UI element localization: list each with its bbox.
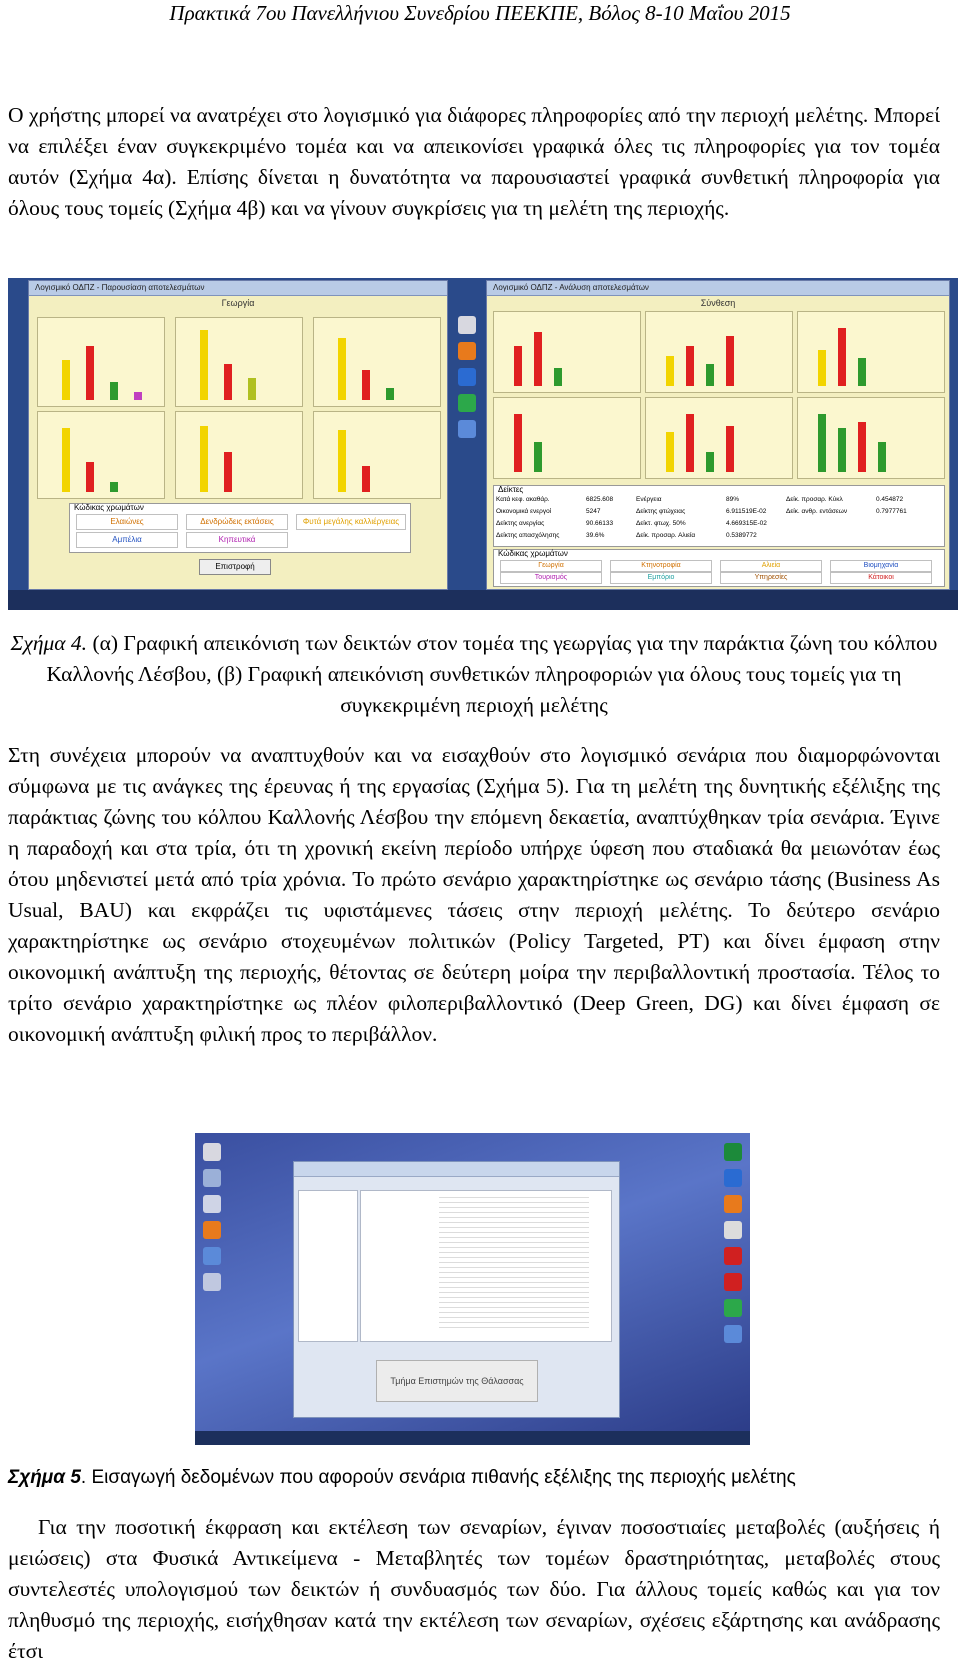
indicator-label: Κατά κεφ. ακαθάρ. xyxy=(496,496,550,503)
paragraph-1: Ο χρήστης μπορεί να ανατρέχει στο λογισμικό για διάφορες πληροφορίες από την περιοχή μελέτης. Μπορεί να επιλέξει έναν συγκεκριμένο τομέα και να απεικονίσει γραφικά όλες τις πληροφορίες για τον τομέα αυτόν (Σχήμα 4α). Επίσης δίνεται η δυνατότητα να παρουσιαστεί γραφικά συνθετική πληροφορία για όλους τους τομείς (Σχήμα 4β) και να γίνουν συγκρίσεις για τη μελέτη της περιοχής. xyxy=(8,103,940,220)
chart-panel xyxy=(645,311,793,393)
indicator-label: Δείκτ. φτωχ. 50% xyxy=(636,520,686,527)
desktop-icon xyxy=(458,420,476,438)
indicator-value: 6825.608 xyxy=(586,496,614,503)
window-footer-label: Τμήμα Επιστημών της Θάλασσας xyxy=(376,1360,538,1402)
indicator-label: Δείκτης φτώχειας xyxy=(636,508,686,515)
window-title: Λογισμικό ΟΔΠΖ - Παρουσίαση αποτελεσμάτων xyxy=(29,281,447,296)
chart-panel xyxy=(313,411,441,499)
code-agriculture: Γεωργία xyxy=(500,560,602,572)
code-crops: Φυτά μεγάλης καλλιέργειας xyxy=(296,514,406,530)
chart-panel xyxy=(175,317,303,407)
indicators-table xyxy=(493,485,945,547)
color-codes-title: Κώδικας χρωμάτων xyxy=(74,503,144,512)
chart-panel xyxy=(37,411,165,499)
code-trees: Δενδρώδεις εκτάσεις xyxy=(186,514,288,530)
color-codes-title: Κώδικας χρωμάτων xyxy=(498,549,568,558)
indicator-value: 5247 xyxy=(586,508,601,515)
color-codes-box xyxy=(69,503,411,553)
figure-4-caption xyxy=(8,628,940,721)
window-title: Λογισμικό ΟΔΠΖ - Ανάλυση αποτελεσμάτων xyxy=(487,281,949,296)
paragraph-3: Για την ποσοτική έκφραση και εκτέλεση των σεναρίων, έγιναν ποσοστιαίες μεταβολές (αυξήσεις ή μειώσεις) στα Φυσικά Αντικείμενα - Μεταβλητές των τομέων δραστηριότητας, μεταβολές στους συντελεστές υπολογισμού των δεικτών ή συνδυασμός των δύο. Για άλλους τομείς καθώς και για τον πληθυσμό της περιοχής, εισήχθησαν κατά την εκτέλεση των σεναρίων, σχέσεις εξάρτησης και ανάδρασης έτσι xyxy=(8,1515,940,1663)
code-industry: Βιομηχανία xyxy=(830,560,932,572)
desktop-icon xyxy=(458,316,476,334)
indicator-label: Δείκ. ανθρ. εντάσεων xyxy=(786,508,848,515)
desktop-icons xyxy=(452,308,482,446)
indicator-row xyxy=(496,496,942,508)
code-services: Υπηρεσίες xyxy=(720,572,822,584)
figure-4-label: Σχήμα 4. xyxy=(10,631,88,655)
folder-tree xyxy=(298,1190,358,1342)
chart-panel xyxy=(493,397,641,479)
desktop-icon xyxy=(458,368,476,386)
indicator-row xyxy=(496,532,942,544)
indicator-value: 6.911519E-02 xyxy=(726,508,767,515)
taskbar xyxy=(8,590,958,610)
indicators-title: Δείκτες xyxy=(498,485,524,494)
chart-panel xyxy=(313,317,441,407)
indicator-value: 89% xyxy=(726,496,740,503)
chart-panel xyxy=(37,317,165,407)
chart-panel xyxy=(797,397,945,479)
chart-panel xyxy=(493,311,641,393)
paragraph-2: Στη συνέχεια μπορούν να αναπτυχθούν και να εισαχθούν στο λογισμικό σενάρια που διαμορφώνονται σύμφωνα με τις ανάγκες της έρευνας ή της εργασίας (Σχήμα 5). Για τη μελέτη της δυνητικής εξέλιξης της παράκτιας ζώνης του κόλπου Καλλονής Λέσβου την επόμενη δεκαετία, αναπτύχθηκαν τρία σενάρια. Έγινε η παραδοχή και στα τρία, ότι τη χρονική εκείνη περίοδο υπήρχε ύφεση που σταδιακά θα μειωνόταν έως ότου μηδενιστεί μετά από τρία χρόνια. Το πρώτο σενάριο χαρακτηρίστηκε ως σενάριο τάσης (Business As Usual, BAU) και εκφράζει τις υφιστάμενες τάσεις στην περιοχή μελέτης. Το δεύτερο σενάριο χαρακτηρίστηκε ως σενάριο στοχευμένων πολιτικών (Policy Targeted, PT) και δίνει έμφαση στην οικονομική ανάπτυξη της περιοχής, θέτοντας σε δεύτερη μοίρα την περιβαλλοντική προστασία. Τέλος το τρίτο σενάριο χαρακτηρίστηκε ως πλέον φιλοπεριβαλλοντικό (Deep Green, DG) και δίνει έμφαση σε οικονομική ανάπτυξη φιλική προς το περιβάλλον. xyxy=(8,743,940,1046)
indicator-value: 0.454872 xyxy=(876,496,904,503)
code-livestock: Κτηνοτροφία xyxy=(610,560,712,572)
indicator-label: Δείκτης απασχόλησης xyxy=(496,532,560,539)
indicator-label: Δείκ. προσαρ. Αλιεία xyxy=(636,532,696,539)
code-olives: Ελαιώνες xyxy=(76,514,178,530)
indicator-label: Οικονομικά ενεργοί xyxy=(496,508,552,515)
indicator-label: Δείκ. προσαρ. Κύκλ xyxy=(786,496,843,503)
indicator-value: 0.7977761 xyxy=(876,508,907,515)
firefox-icon xyxy=(458,342,476,360)
file-list xyxy=(360,1190,612,1342)
code-vineyards: Αμπέλια xyxy=(76,532,178,548)
indicator-value: 0.5389772 xyxy=(726,532,757,539)
chart-panel xyxy=(797,311,945,393)
return-button[interactable]: Επιστροφή xyxy=(199,559,271,575)
figure-4-caption-text: (α) Γραφική απεικόνιση των δεικτών στον τομέα της γεωργίας για την παράκτια ζώνη του κόλπου Καλλονής Λέσβου, (β) Γραφική απεικόνιση συνθετικών πληροφοριών για όλους τους τομείς για τη συγκεκριμένη περιοχή μελέτης xyxy=(46,631,938,717)
taskbar xyxy=(195,1431,750,1445)
color-codes-box xyxy=(493,549,945,587)
code-vegetables: Κηπευτικά xyxy=(186,532,288,548)
chart-panel xyxy=(645,397,793,479)
file-dialog-window xyxy=(293,1161,620,1418)
figure-5-caption xyxy=(8,1462,948,1493)
page-header: Πρακτικά 7ου Πανελλήνιου Συνεδρίου ΠΕΕΚΠΕ, Βόλος 8-10 Μαΐου 2015 xyxy=(169,1,791,25)
code-residents: Κάτοικοι xyxy=(830,572,932,584)
desktop-icons-left xyxy=(199,1135,225,1299)
chart-panel xyxy=(175,411,303,499)
indicator-value: 39.6% xyxy=(586,532,605,539)
indicator-value: 90.66133 xyxy=(586,520,614,527)
window-heading: Γεωργία xyxy=(221,298,255,308)
code-tourism: Τουρισμός xyxy=(500,572,602,584)
window-heading: Σύνθεση xyxy=(700,298,736,308)
indicator-row xyxy=(496,520,942,532)
code-fishing: Αλιεία xyxy=(720,560,822,572)
figure-5-screenshot xyxy=(195,1133,750,1445)
code-commerce: Εμπόριο xyxy=(610,572,712,584)
figure-5-label: Σχήμα 5 xyxy=(8,1467,81,1488)
indicator-row xyxy=(496,508,942,520)
figure-4-screenshot xyxy=(8,278,958,610)
window-synthesis xyxy=(486,280,950,590)
window-agriculture xyxy=(28,280,448,590)
desktop-icons-right xyxy=(720,1135,746,1351)
indicator-label: Ενέργεια xyxy=(636,496,662,503)
indicator-value: 4.669315E-02 xyxy=(726,520,767,527)
chrome-icon xyxy=(458,394,476,412)
figure-5-caption-text: . Εισαγωγή δεδομένων που αφορούν σενάρια πιθανής εξέλιξης της περιοχής μελέτης xyxy=(80,1467,796,1488)
indicator-label: Δείκτης ανεργίας xyxy=(496,520,545,527)
